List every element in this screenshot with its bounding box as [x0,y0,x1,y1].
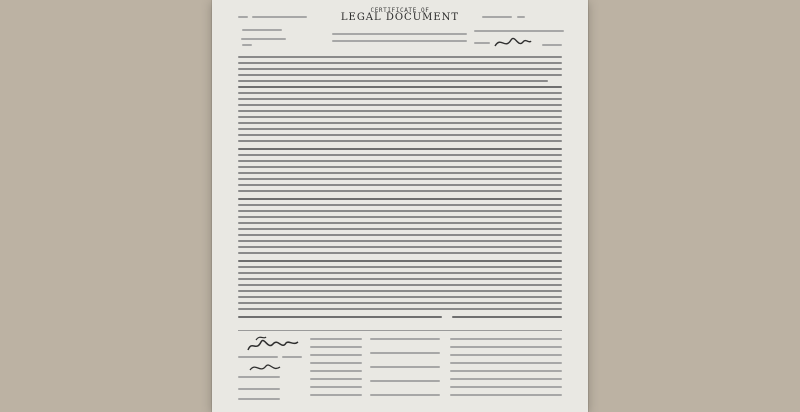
body-text-line [238,62,562,64]
body-text-line [238,240,562,242]
body-text-line [238,266,562,268]
signature-field-line [370,352,440,354]
header-meta-line [517,16,525,18]
header-meta-line [252,16,307,18]
body-text-line [238,222,562,224]
body-text-line [238,104,562,106]
header-meta-line [482,16,512,18]
body-text-line [238,308,562,310]
signature-field-line [370,366,440,368]
body-text-line [238,140,562,142]
signature-field-line [450,394,562,396]
header-meta-line [474,30,564,32]
signature-caption-line [238,376,280,378]
header-meta-line [242,29,282,31]
body-text-line [238,116,562,118]
body-text-line [238,110,562,112]
body-text-line [238,260,562,262]
header-meta-line [241,38,286,40]
body-text-line [238,92,562,94]
body-text-line [238,134,562,136]
header-meta-line [242,44,252,46]
signature-field-line [370,338,440,340]
body-text-line [238,80,548,82]
header-meta-line [474,42,490,44]
header-meta-line [332,40,467,42]
body-text-line [238,154,562,156]
signature-field-line [450,378,562,380]
header-meta-line [542,44,562,46]
body-text-line [238,74,562,76]
signature-field-line [450,354,562,356]
body-text-line [238,234,562,236]
body-text-line [238,210,562,212]
body-text-line [238,204,562,206]
signature-field-line [370,394,440,396]
body-text-line [238,128,562,130]
body-text-line [238,160,562,162]
body-text-line [238,284,562,286]
signature-field-line [450,386,562,388]
body-text-line [238,172,562,174]
signature-field-line [310,386,362,388]
signature-block-rule [238,330,562,331]
signature-field-line [310,362,362,364]
body-text-line [238,184,562,186]
signature-caption-line [238,388,280,390]
left-signature [246,334,300,354]
body-text-line [238,198,562,200]
signature-field-line [310,370,362,372]
header-signature-mark [493,34,533,50]
body-text-line [238,296,562,298]
body-text-line [238,316,442,318]
signature-field-line [450,338,562,340]
body-text-line [238,216,562,218]
signature-field-line [310,394,362,396]
body-text-line [238,278,562,280]
document-title: LEGAL DOCUMENT [340,12,460,23]
body-text-line [238,86,562,88]
body-text-line [238,122,562,124]
signature-caption-line [238,398,280,400]
body-text-line [238,252,562,254]
body-text-line [238,246,562,248]
header-meta-line [238,16,248,18]
signature-field-line [310,378,362,380]
body-text-line [238,166,562,168]
signature-caption-line [238,356,278,358]
body-text-line [238,290,562,292]
body-text-line [238,56,562,58]
body-text-line [238,68,562,70]
signature-field-line [450,362,562,364]
signature-field-line [310,354,362,356]
signature-field-line [370,380,440,382]
body-text-line [238,178,562,180]
signature-field-line [310,346,362,348]
document-page [212,0,588,412]
body-text-line [238,302,562,304]
body-text-line [238,98,562,100]
signature-field-line [450,346,562,348]
signature-field-line [310,338,362,340]
document-kicker: CERTIFICATE OF [370,7,430,14]
body-text-line [452,316,562,318]
body-text-line [238,272,562,274]
body-text-line [238,190,562,192]
header-meta-line [332,33,467,35]
body-text-line [238,228,562,230]
signature-field-line [450,370,562,372]
signature-caption-line [282,356,302,358]
body-text-line [238,148,562,150]
left-signature-secondary [248,360,282,374]
